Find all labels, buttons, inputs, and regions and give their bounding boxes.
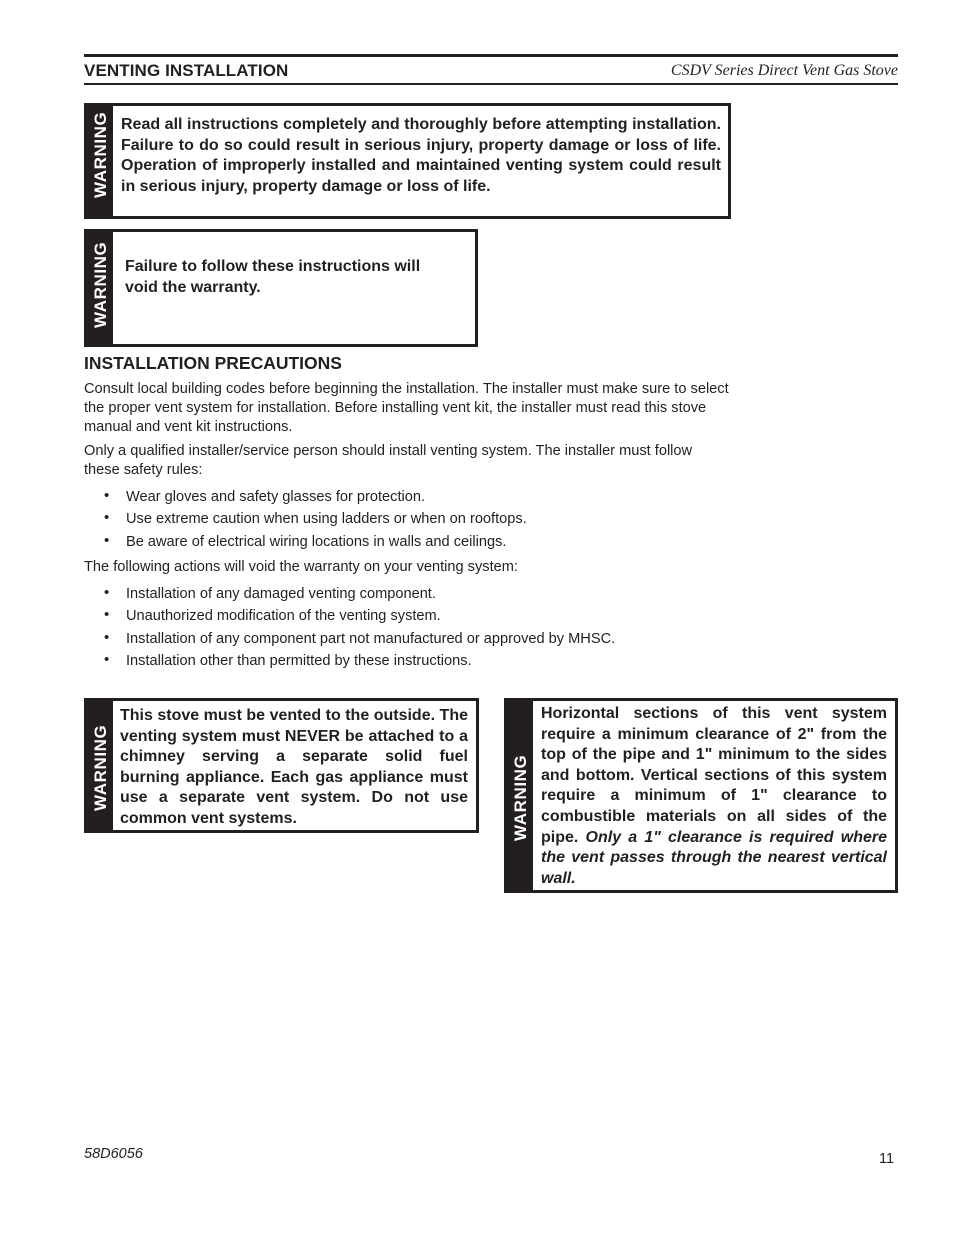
warning-box-warranty <box>84 229 478 347</box>
warning-label: WARNING <box>91 724 110 811</box>
warning-text: Failure to follow these instructions will void the warranty. <box>125 258 421 296</box>
warning-box-read-instructions <box>84 103 731 219</box>
bullet-icon: • <box>104 509 110 527</box>
page-number: 11 <box>879 1151 895 1167</box>
installation-precautions-heading: INSTALLATION PRECAUTIONS <box>84 353 342 373</box>
list-item: • Be aware of electrical wiring locations in walls and ceilings. <box>84 531 730 553</box>
warning-label: WARNING <box>91 241 110 328</box>
warning-side-bar <box>87 701 113 830</box>
page-header <box>84 54 898 85</box>
bullet-icon: • <box>104 531 110 549</box>
safety-rules-list <box>84 486 730 553</box>
bullet-icon: • <box>104 487 110 504</box>
paragraph-void-warranty: The following actions will void the warranty on your venting system: <box>84 559 518 575</box>
warning-text-italic: Only a 1" clearance is required where the vent passes through the nearest vertical wall. <box>541 828 887 887</box>
list-item: • Wear gloves and safety glasses for protection. <box>84 486 730 508</box>
document-number: 58D6056 <box>84 1146 143 1162</box>
warning-box-clearances <box>504 698 898 893</box>
bullet-icon: • <box>104 606 110 624</box>
list-item: • Installation of any damaged venting component. <box>84 583 730 605</box>
warning-text: Read all instructions completely and thoroughly before attempting installation. Failure to do so could result in serious injury, property damage or loss of life. Operation of improperly installed and maintained venting system could result in serious injury, property damage or loss of life. <box>121 116 721 195</box>
paragraph-qualified-installer: Only a qualified installer/service person should install venting system. The installer must follow these safety rules: <box>84 443 693 478</box>
warning-side-bar <box>87 106 113 216</box>
warning-text <box>541 704 887 889</box>
section-title-venting-installation: VENTING INSTALLATION <box>84 61 289 80</box>
warning-side-bar <box>507 701 533 890</box>
list-item: • Installation of any component part not manufactured or approved by MHSC. <box>84 628 730 650</box>
warning-side-bar <box>87 232 113 344</box>
warning-label: WARNING <box>511 754 530 841</box>
list-item: • Installation other than permitted by these instructions. <box>84 650 730 672</box>
list-item: • Unauthorized modification of the venting system. <box>84 605 730 627</box>
paragraph-building-codes: Consult local building codes before beginning the installation. The installer must make sure to select the proper vent system for installation. Before installing vent kit, the installer must read this stove manual and vent kit instructions. <box>84 381 729 435</box>
warning-text-main: Horizontal sections of this vent system require a minimum clearance of 2" from the top of the pipe and 1" minimum to the sides and bottom. Vertical sections of this system require a minimum of 1" clearance to combustible materials on all sides of the pipe. <box>541 705 887 846</box>
bullet-icon: • <box>104 584 110 601</box>
bullet-icon: • <box>104 628 110 646</box>
warning-label: WARNING <box>91 111 110 198</box>
list-item: • Use extreme caution when using ladders or when on rooftops. <box>84 508 730 530</box>
void-actions-list <box>84 583 730 673</box>
product-title: CSDV Series Direct Vent Gas Stove <box>670 62 898 79</box>
bullet-icon: • <box>104 651 110 669</box>
warning-box-vent-outside <box>84 698 479 833</box>
warning-text: This stove must be vented to the outside. The venting system must NEVER be attached to a chimney serving a separate solid fuel burning appliance. Each gas appliance must use a separate vent system. Do not use common vent systems. <box>120 707 468 827</box>
